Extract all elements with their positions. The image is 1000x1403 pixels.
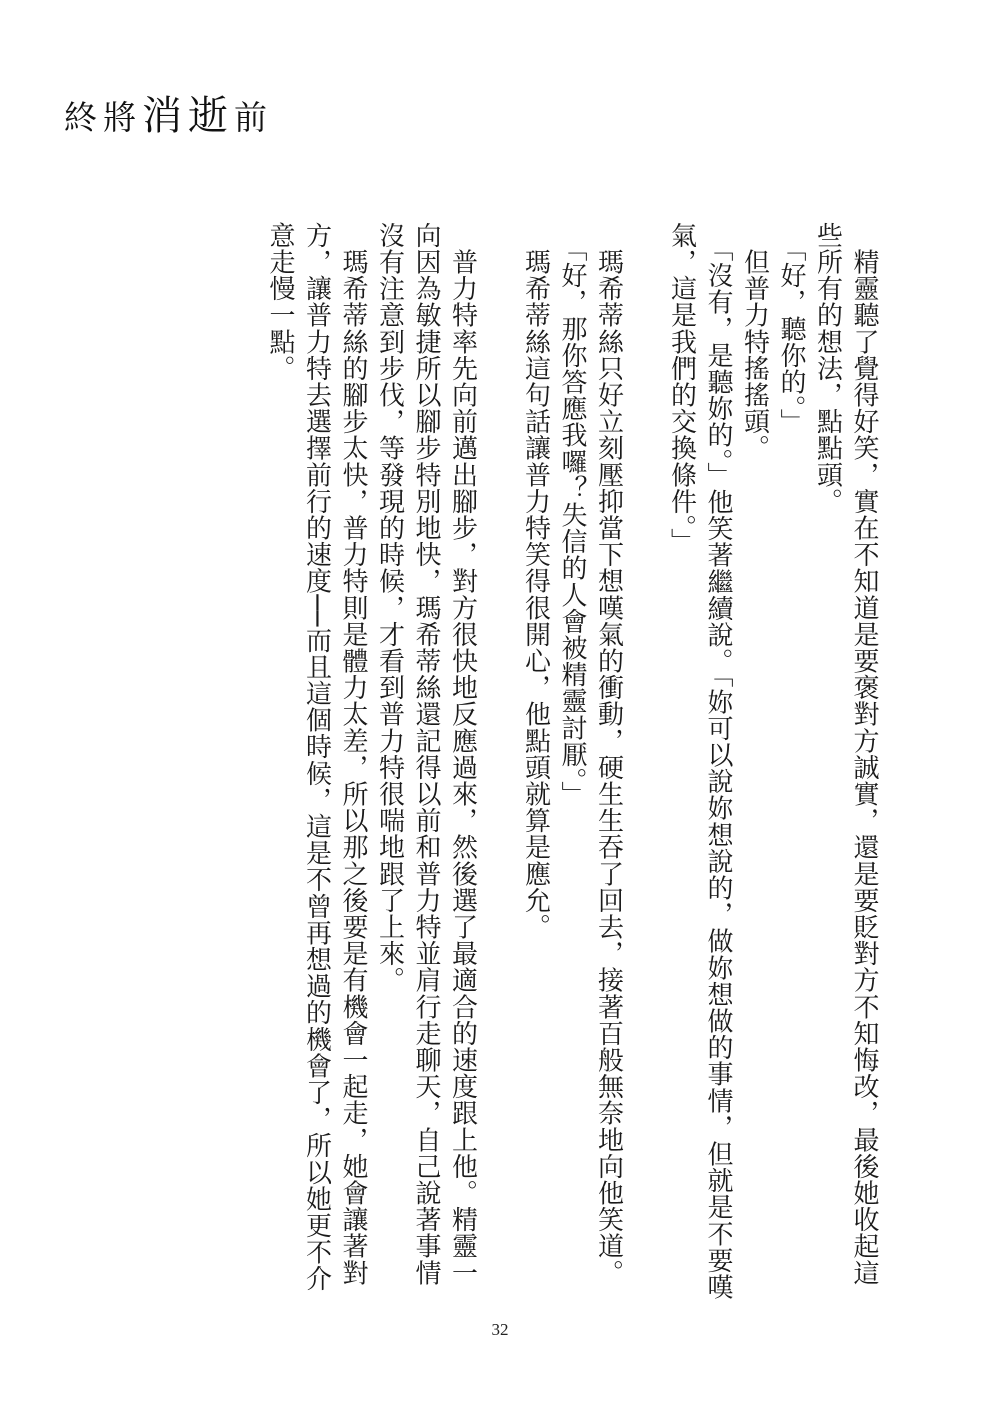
paragraph: 瑪希蒂絲這句話讓普力特笑得很開心，他點頭就算是應允。 — [520, 222, 551, 941]
paragraph: 普力特率先向前邁出腳步，對方很快地反應過來，然後選了最適合的速度跟上他。精靈一向因為敏捷所以腳步特別地快，瑪希蒂絲還記得以前和普力特並肩行走聊天，自己說著事情沒有注意到步伐，等發現的時候，才看到普力特很喘地跟了上來。 — [374, 222, 478, 1286]
paragraph: 但普力特搖搖頭。 — [739, 222, 770, 462]
chapter-title-part2: 消逝 — [142, 93, 234, 139]
chapter-title-part1: 終將 — [64, 98, 142, 137]
chapter-title-part3: 前 — [234, 98, 273, 137]
paragraph: 瑪希蒂絲的腳步太快，普力特則是體力太差，所以那之後要是有機會一起走，她會讓著對方，讓普力特去選擇前行的速度──而且這個時候，這是不曾再想過的機會了，所以她更不介意走慢一點。 — [265, 222, 368, 1292]
chapter-title — [64, 84, 273, 141]
body-text — [262, 222, 883, 1302]
paragraph: 「好，聽你的。」 — [776, 222, 806, 436]
page-number: 32 — [491, 1320, 509, 1339]
paragraph: 精靈聽了覺得好笑，實在不知道是要褒對方誠實，還是要貶對方不知悔改，最後她收起這些所有的想法，點點頭。 — [812, 222, 879, 1286]
paragraph: 「沒有，是聽妳的。」他笑著繼續說。「妳可以說妳想說的，做妳想做的事情，但就是不要嘆氣，這是我們的交換條件。」 — [666, 222, 733, 1301]
paragraph: 瑪希蒂絲只好立刻壓抑當下想嘆氣的衝動，硬生生吞了回去，接著百般無奈地向他笑道。 — [593, 222, 624, 1286]
paragraph: 「好，那你答應我囉？失信的人會被精靈討厭。」 — [557, 222, 587, 808]
